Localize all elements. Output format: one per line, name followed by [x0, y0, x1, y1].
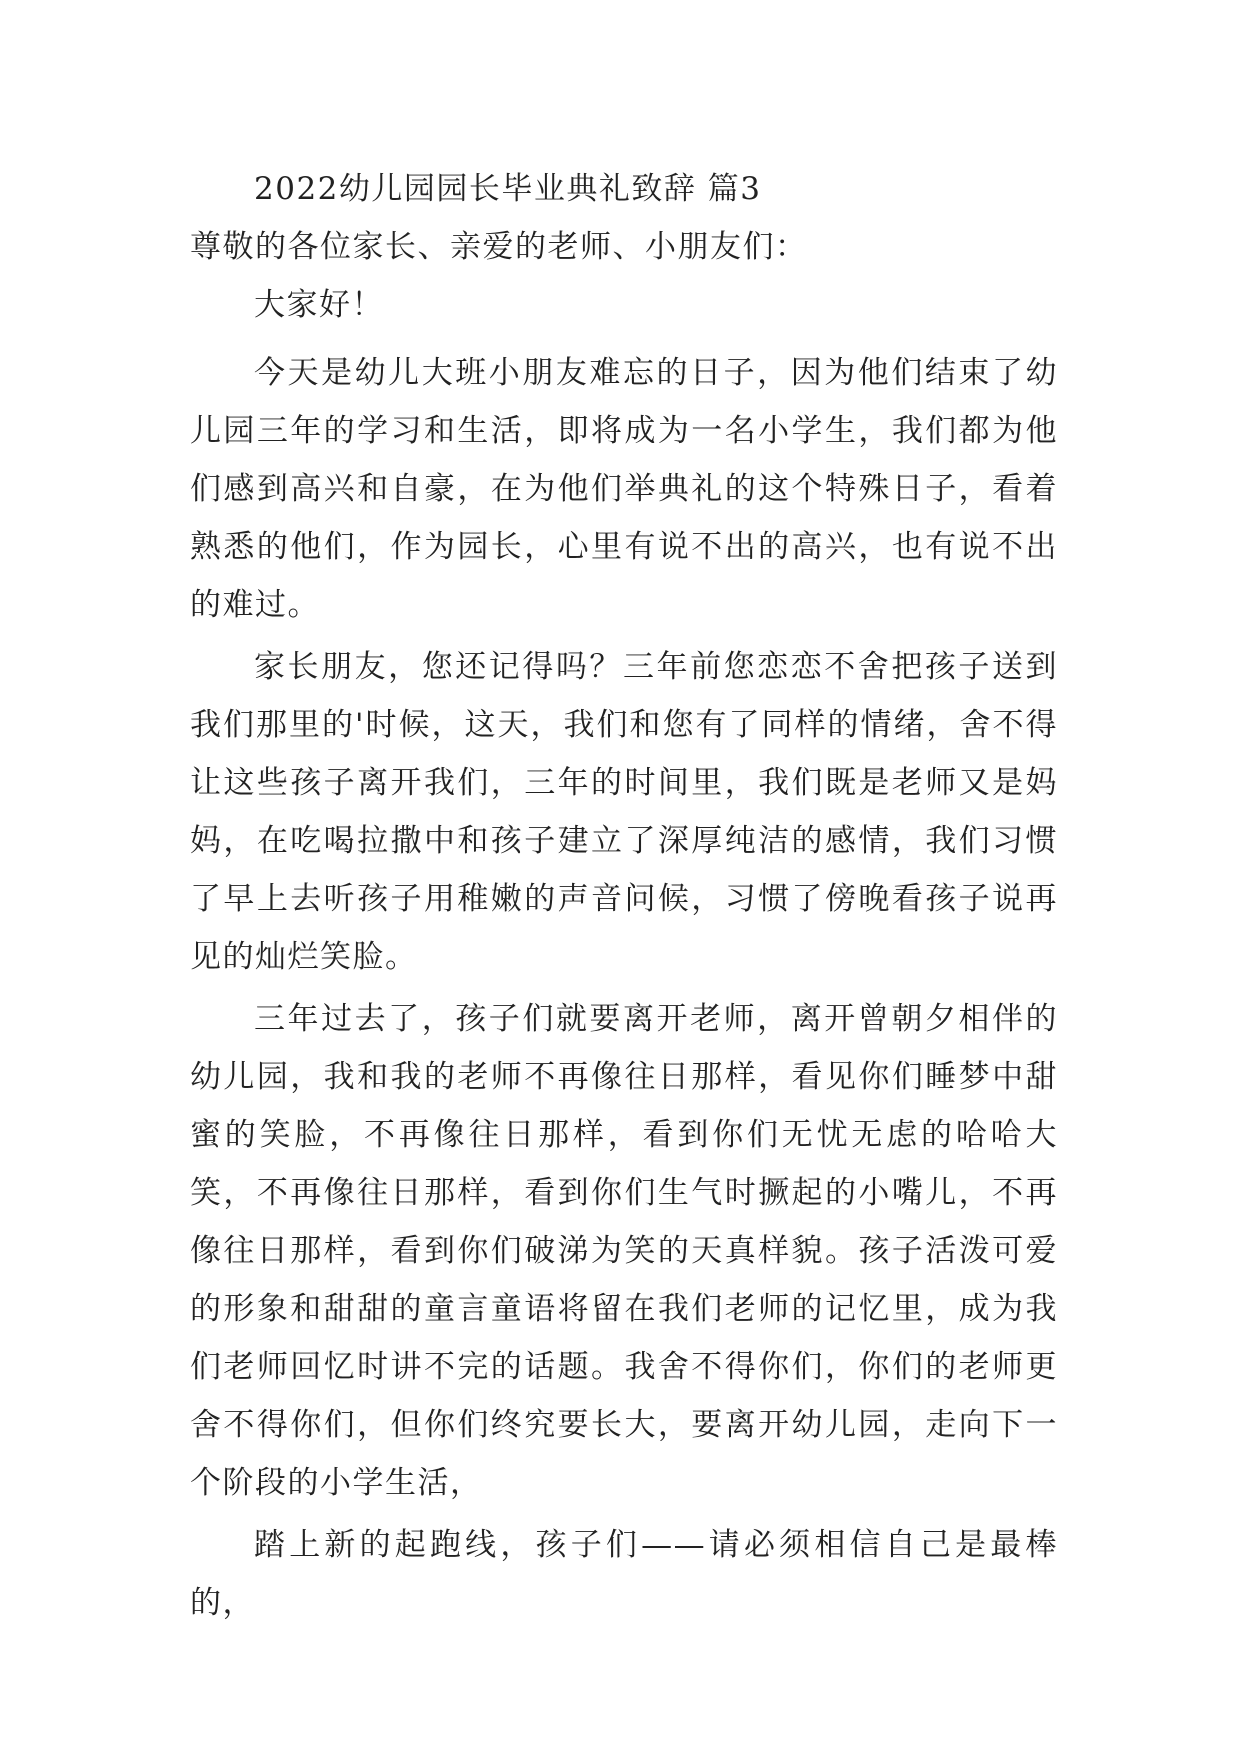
greeting: 大家好！	[254, 287, 384, 323]
paragraph-4: 踏上新的起跑线，孩子们——请必须相信自己是最棒的，	[190, 1527, 1058, 1621]
document-body	[190, 160, 1058, 1636]
paragraph-1: 今天是幼儿大班小朋友难忘的日子，因为他们结束了幼儿园三年的学习和生活，即将成为一名小学生，我们都为他们感到高兴和自豪，在为他们举典礼的这个特殊日子，看着熟悉的他们，作为园长，心里有说不出的高兴，也有说不出的难过。	[190, 355, 1058, 623]
salutation: 尊敬的各位家长、亲爱的老师、小朋友们：	[190, 229, 808, 265]
paragraph-2: 家长朋友，您还记得吗？三年前您恋恋不舍把孩子送到我们那里的'时候，这天，我们和您有了同样的情绪，舍不得让这些孩子离开我们，三年的时间里，我们既是老师又是妈妈，在吃喝拉撒中和孩子建立了深厚纯洁的感情，我们习惯了早上去听孩子用稚嫩的声音问候，习惯了傍晚看孩子说再见的灿烂笑脸。	[190, 649, 1058, 975]
document-title: 2022幼儿园园长毕业典礼致辞 篇3	[254, 171, 762, 207]
paragraph-3: 三年过去了，孩子们就要离开老师，离开曾朝夕相伴的幼儿园，我和我的老师不再像往日那样，看见你们睡梦中甜蜜的笑脸，不再像往日那样，看到你们无忧无虑的哈哈大笑，不再像往日那样，看到你们生气时撅起的小嘴儿，不再像往日那样，看到你们破涕为笑的天真样貌。孩子活泼可爱的形象和甜甜的童言童语将留在我们老师的记忆里，成为我们老师回忆时讲不完的话题。我舍不得你们，你们的老师更舍不得你们，但你们终究要长大，要离开幼儿园，走向下一个阶段的小学生活，	[190, 1001, 1058, 1501]
